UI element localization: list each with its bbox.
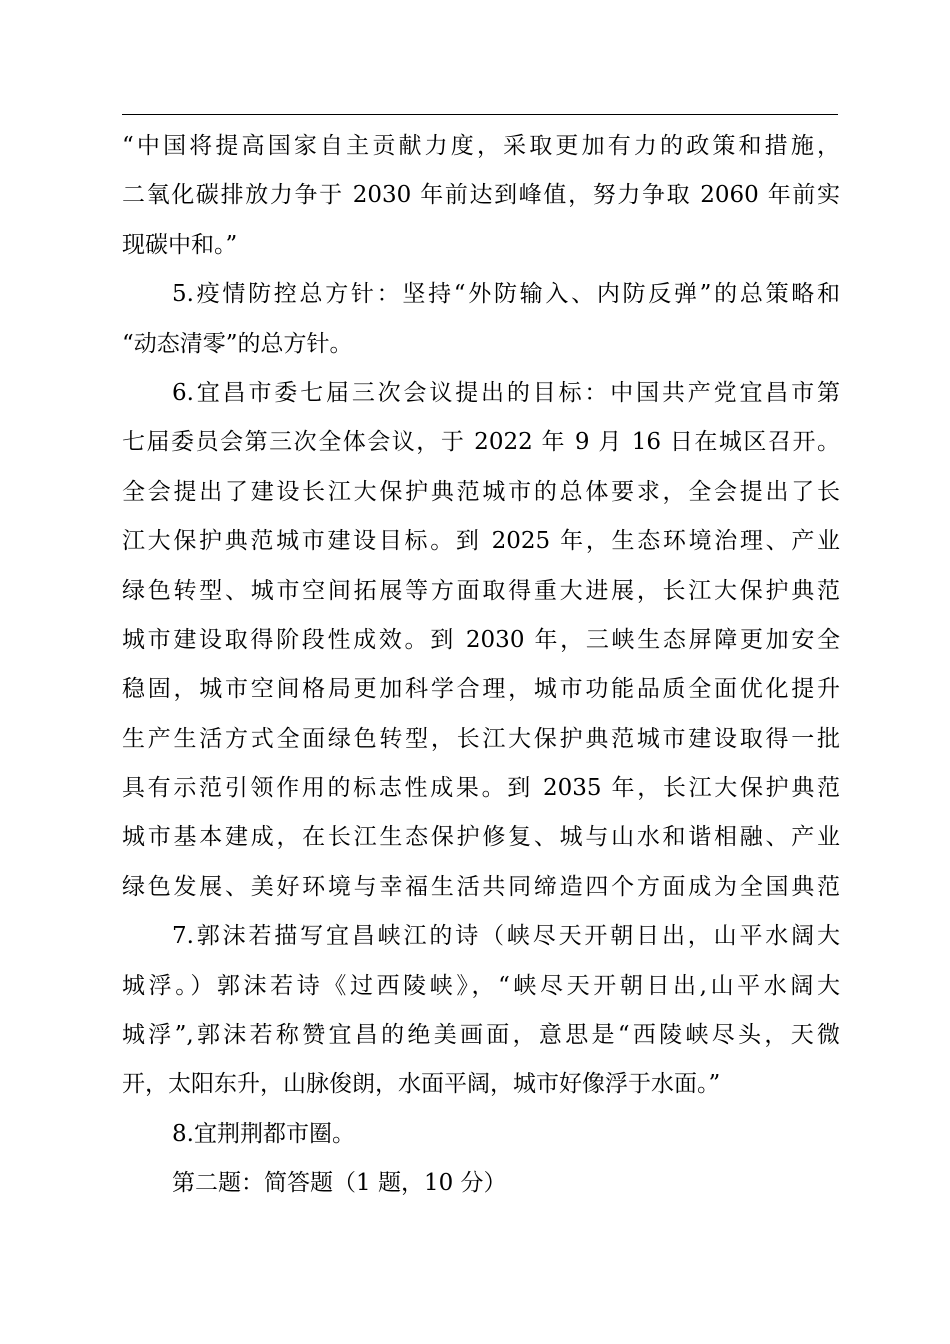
text-line: 二氧化碳排放力争于 2030 年前达到峰值，努力争取 2060 年前实 [122,182,840,209]
item-7-paragraph [122,912,840,1110]
text-line: 8.宜荆荆都市圈。 [172,1120,355,1147]
item-8-paragraph [122,1110,840,1159]
text-line: 城浮”,郭沫若称赞宜昌的绝美画面，意思是“西陵峡尽头，天微 [122,1022,840,1049]
item-6-paragraph [122,369,840,912]
section-2-heading [122,1159,840,1208]
quote-carbon-paragraph [122,122,840,270]
text-line: “动态清零”的总方针。 [122,330,353,357]
text-line: 七届委员会第三次全体会议，于 2022 年 9 月 16 日在城区召开。 [122,429,840,456]
text-line: 生产生活方式全面绿色转型，长江大保护典范城市建设取得一批 [122,725,840,752]
item-5-paragraph [122,270,840,369]
text-line: 具有示范引领作用的标志性成果。到 2035 年，长江大保护典范 [122,775,840,802]
header-rule [122,114,838,115]
text-line: 绿色转型、城市空间拓展等方面取得重大进展，长江大保护典范 [122,577,840,604]
text-line: 城浮。）郭沫若诗《过西陵峡》，“峡尽天开朝日出,山平水阔大 [122,972,840,999]
text-line: 江大保护典范城市建设目标。到 2025 年，生态环境治理、产业 [122,528,840,555]
text-line: 城市建设取得阶段性成效。到 2030 年，三峡生态屏障更加安全 [122,626,840,653]
text-line: 7.郭沫若描写宜昌峡江的诗（峡尽天开朝日出，山平水阔大 [172,923,840,950]
document-body [122,122,840,1209]
text-line: 5.疫情防控总方针：坚持“外防输入、内防反弹”的总策略和 [172,281,840,308]
text-line: 绿色发展、美好环境与幸福生活共同缔造四个方面成为全国典范 [122,873,840,900]
text-line: 稳固，城市空间格局更加科学合理，城市功能品质全面优化提升 [122,676,840,703]
section-heading: 第二题：简答题（1 题，10 分） [172,1170,507,1197]
text-line: 开，太阳东升，山脉俊朗，水面平阔，城市好像浮于水面。” [122,1071,721,1098]
text-line: “中国将提高国家自主贡献力度，采取更加有力的政策和措施， [122,133,840,159]
text-line: 6.宜昌市委七届三次会议提出的目标：中国共产党宜昌市第 [172,379,840,406]
text-line: 现碳中和。” [122,231,238,258]
text-line: 全会提出了建设长江大保护典范城市的总体要求，全会提出了长 [122,478,840,505]
text-line: 城市基本建成，在长江生态保护修复、城与山水和谐相融、产业 [122,824,840,851]
